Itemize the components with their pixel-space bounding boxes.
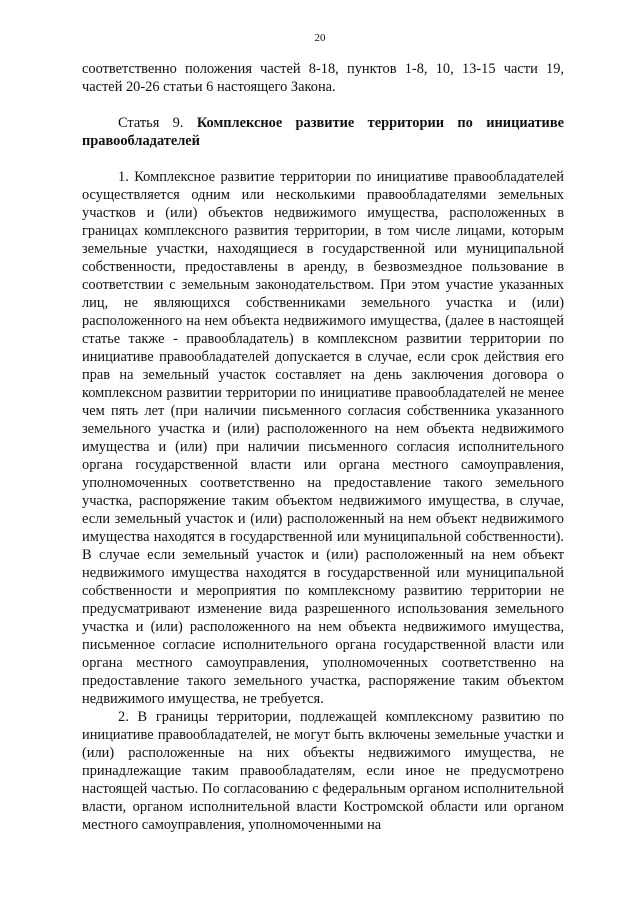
paragraph-2: 2. В границы территории, подлежащей комплексному развитию по инициативе правообладателей, не могут быть включены земельные участки и (или) расположенные на них объекты недвижимого имущества, не принадлежащие таким правообладателям, если иное не предусмотрено настоящей частью. По согласованию с федеральным органом исполнительной власти, органом исполнительной власти Костромской области или органом местного самоуправления, уполномоченными на — [82, 709, 564, 833]
intro-paragraph: соответственно положения частей 8-18, пунктов 1-8, 10, 13-15 части 19, частей 20-26 статьи 6 настоящего Закона. — [82, 61, 564, 95]
document-body — [82, 60, 564, 834]
article-label: Статья 9. — [118, 115, 184, 131]
paragraph-1: 1. Комплексное развитие территории по инициативе правообладателей осуществляется одним или несколькими правообладателями земельных участков и (или) объектов недвижимого имущества, расположенных в границах комплексного развития территории, в том числе лицами, которым земельные участки, находящиеся в государственной или муниципальной собственности, предоставлены в аренду, в безвозмездное пользование в соответствии с земельным законодательством. При этом участие указанных лиц, не являющихся собственниками земельного участка и (или) расположенного на нем объекта недвижимого имущества, (далее в настоящей статье также - правообладатель) в комплексном развитии территории по инициативе правообладателей допускается в случае, если срок действия его прав на земельный участок составляет на день заключения договора о комплексном развитии территории по инициативе правообладателей не менее чем пять лет (при наличии письменного согласия собственника указанного земельного участка и (или) расположенного на нем объекта недвижимого имущества и (или) при наличии письменного согласия исполнительного органа государственной власти или органа местного самоуправления, уполномоченных соответственно на предоставление такого земельного участка, распоряжение таким объектом недвижимого имущества, в случае, если земельный участок и (или) расположенный на нем объект недвижимого имущества находятся в государственной или муниципальной собственности). В случае если земельный участок и (или) расположенный на нем объект недвижимого имущества находятся в государственной или муниципальной собственности и мероприятия по комплексному развитию территории не предусматривают изменение вида разрешенного использования земельного участка и (или) расположенного на нем объекта недвижимого имущества, письменное согласие исполнительного органа государственной власти или органа местного самоуправления, уполномоченных соответственно на предоставление такого земельного участка, распоряжение таким объектом недвижимого имущества, не требуется. — [82, 169, 564, 707]
page-number: 20 — [314, 32, 326, 44]
article-title: Комплексное развитие территории по инициативе правообладателей — [82, 115, 564, 149]
article-heading — [82, 114, 564, 150]
